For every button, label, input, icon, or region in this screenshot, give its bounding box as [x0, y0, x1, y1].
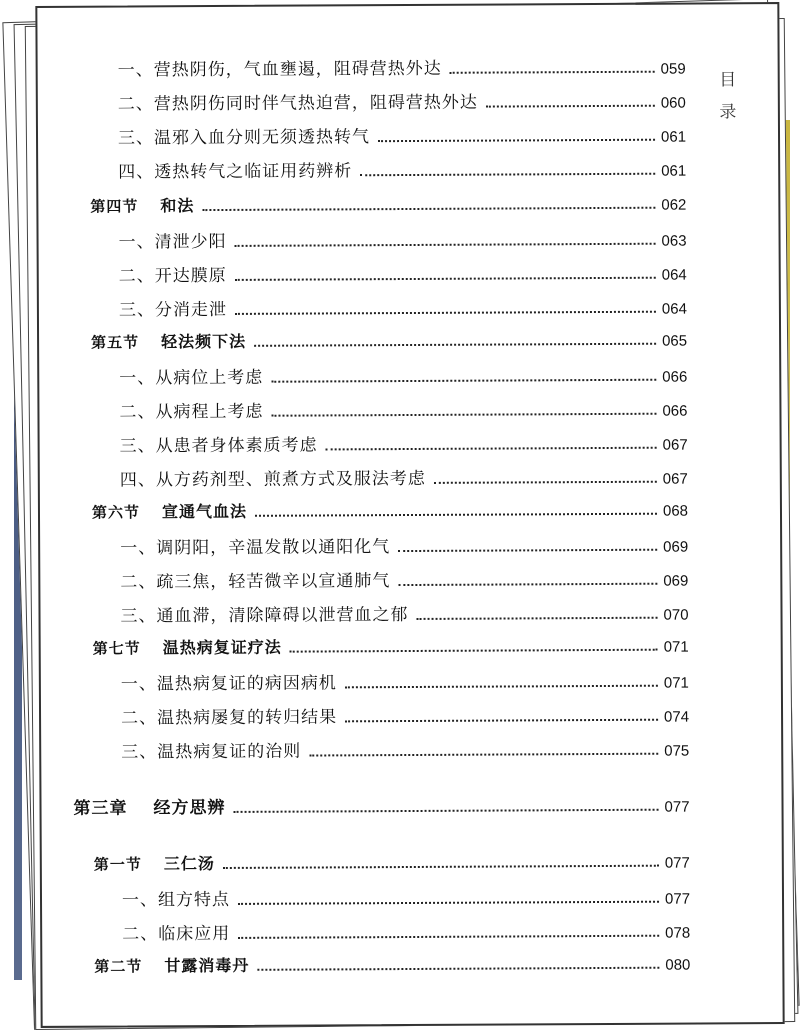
toc-label: 二、开达膜原 — [118, 265, 227, 287]
toc-page — [35, 2, 784, 1028]
dot-leader — [257, 966, 659, 971]
toc-item — [120, 565, 688, 593]
toc-item — [119, 293, 687, 321]
side-label-mulu — [718, 64, 738, 128]
toc-number: 第四节 — [90, 197, 139, 216]
dot-leader — [326, 446, 657, 451]
toc-section — [91, 327, 687, 353]
toc-label: 三、通血滞，清除障碍以泄营血之郁 — [120, 605, 409, 627]
toc-chapter — [73, 791, 689, 819]
toc-label — [91, 329, 246, 353]
dot-leader — [345, 718, 658, 723]
toc-number: 第二节 — [94, 957, 143, 976]
page-number: 059 — [660, 60, 686, 78]
dot-leader — [234, 808, 659, 813]
dot-leader — [290, 648, 658, 653]
page-number: 066 — [662, 368, 688, 386]
toc-item — [122, 917, 690, 945]
toc-item — [118, 121, 686, 149]
page-number: 074 — [663, 708, 690, 726]
toc-item — [122, 883, 690, 911]
toc-item — [120, 531, 688, 559]
toc-label: 三、温邪入血分则无须透热转气 — [117, 127, 371, 149]
toc-label: 一、调阴阳，辛温发散以通阳化气 — [120, 537, 391, 559]
toc-label: 一、营热阴伤，气血壅遏，阻碍营热外达 — [117, 58, 442, 81]
page-number: 061 — [660, 128, 687, 146]
toc-item — [121, 667, 689, 695]
toc-number: 第六节 — [91, 503, 141, 522]
toc-label: 二、疏三焦，轻苦微辛以宣通肺气 — [120, 571, 391, 593]
dot-leader — [434, 480, 657, 484]
toc-label: 四、透热转气之临证用药辨析 — [118, 161, 353, 183]
page-number: 062 — [661, 196, 687, 214]
toc-label — [90, 193, 194, 217]
dot-leader — [235, 276, 656, 281]
toc-label: 一、组方特点 — [121, 889, 231, 911]
toc-label: 三、温热病复证的治则 — [121, 741, 302, 763]
page-number: 077 — [664, 798, 690, 816]
toc-section — [90, 191, 686, 217]
toc-item — [120, 429, 688, 457]
page-number: 077 — [664, 854, 690, 872]
table-of-contents — [37, 4, 777, 976]
page-number: 069 — [663, 572, 689, 590]
dot-leader — [271, 378, 656, 383]
toc-title: 宣通气血法 — [161, 501, 248, 522]
page-number: 071 — [663, 674, 689, 692]
page-number: 077 — [664, 890, 691, 908]
toc-section — [92, 497, 688, 523]
page-number: 070 — [663, 606, 689, 624]
page-number: 065 — [662, 332, 688, 350]
toc-title: 和法 — [160, 196, 195, 216]
dot-leader — [309, 752, 658, 757]
toc-item — [118, 53, 686, 81]
dot-leader — [345, 684, 658, 689]
toc-label: 四、从方药剂型、煎煮方式及服法考虑 — [119, 468, 426, 491]
side-label-char: 目 — [719, 70, 737, 91]
page-number: 067 — [662, 436, 688, 454]
toc-label: 一、温热病复证的病因病机 — [120, 673, 337, 695]
dot-leader — [254, 342, 656, 347]
toc-label — [94, 851, 215, 875]
toc-section — [93, 633, 689, 659]
dot-leader — [202, 206, 655, 211]
toc-item — [119, 259, 687, 287]
toc-label: 二、温热病屡复的转归结果 — [121, 707, 338, 729]
toc-item — [120, 463, 688, 491]
toc-title: 经方思辨 — [153, 797, 226, 819]
dot-leader — [360, 172, 655, 177]
toc-item — [121, 735, 689, 763]
toc-number: 第五节 — [91, 333, 140, 352]
page-number: 060 — [660, 94, 686, 112]
side-label-char: 录 — [719, 102, 737, 123]
toc-label: 二、从病程上考虑 — [119, 401, 264, 423]
toc-label: 三、分消走泄 — [118, 299, 227, 321]
dot-leader — [486, 104, 655, 108]
dot-leader — [238, 900, 659, 905]
dot-leader — [238, 934, 659, 939]
toc-section — [94, 849, 690, 875]
page-number: 071 — [663, 638, 689, 656]
toc-number: 第三章 — [73, 798, 128, 819]
page-number: 063 — [661, 232, 687, 250]
dot-leader — [378, 138, 655, 142]
toc-item — [118, 155, 686, 183]
page-number: 068 — [662, 502, 689, 520]
dot-leader — [271, 412, 656, 417]
page-number: 064 — [661, 266, 687, 284]
page-number: 080 — [665, 956, 691, 974]
page-number: 066 — [662, 402, 688, 420]
page-number: 064 — [661, 300, 687, 318]
dot-leader — [235, 310, 656, 315]
dot-leader — [450, 70, 655, 74]
dot-leader — [417, 616, 658, 620]
toc-label — [73, 793, 225, 819]
dot-leader — [398, 548, 657, 552]
toc-label — [94, 953, 249, 977]
toc-item — [118, 87, 686, 115]
toc-number: 第一节 — [93, 855, 142, 874]
toc-item — [119, 395, 687, 423]
toc-label — [92, 499, 247, 523]
page-number: 078 — [665, 924, 691, 942]
toc-title: 轻法频下法 — [161, 331, 247, 352]
toc-label: 二、营热阴伤同时伴气热迫营，阻碍营热外达 — [117, 92, 478, 115]
page-number: 067 — [662, 470, 688, 488]
toc-label — [93, 635, 282, 659]
toc-title: 温热病复证疗法 — [162, 637, 282, 658]
toc-section — [94, 951, 690, 977]
dot-leader — [223, 864, 659, 869]
toc-item — [119, 361, 687, 389]
toc-title: 甘露消毒丹 — [164, 955, 250, 976]
toc-label: 一、清泄少阳 — [118, 231, 227, 253]
dot-leader — [235, 242, 656, 247]
page-number: 069 — [663, 538, 689, 556]
toc-title: 三仁汤 — [163, 854, 215, 874]
toc-label: 二、临床应用 — [122, 923, 231, 945]
dot-leader — [398, 582, 657, 586]
toc-number: 第七节 — [92, 639, 141, 658]
dot-leader — [255, 512, 657, 517]
toc-item — [121, 701, 689, 729]
toc-item — [120, 599, 688, 627]
toc-item — [118, 225, 686, 253]
page-number: 061 — [661, 162, 687, 180]
toc-label: 三、从患者身体素质考虑 — [119, 435, 318, 457]
page-number: 075 — [664, 742, 690, 760]
toc-label: 一、从病位上考虑 — [119, 367, 264, 389]
